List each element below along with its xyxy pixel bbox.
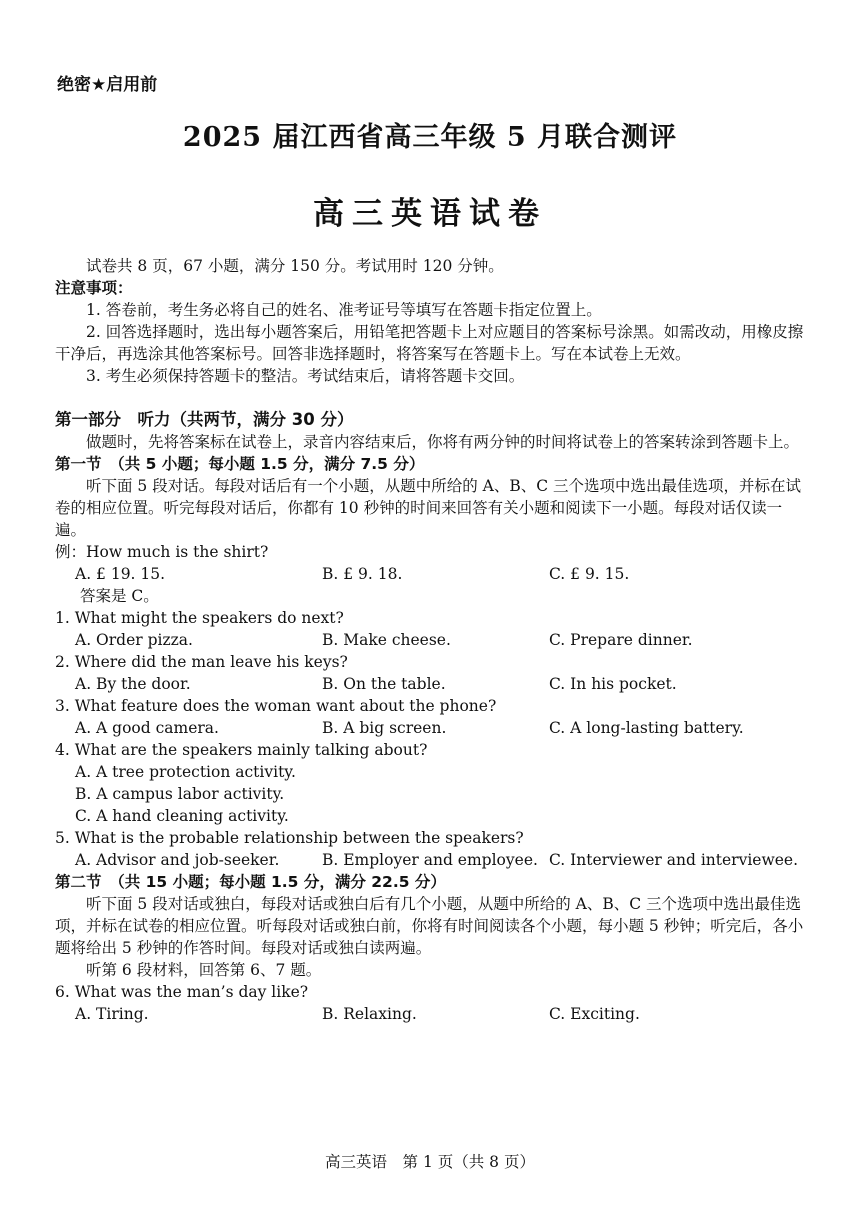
note-item: 3. 考生必须保持答题卡的整洁。考试结束后，请将答题卡交回。 [86, 367, 525, 385]
option-b: B. Make cheese. [322, 631, 451, 649]
option-c: C. In his pocket. [549, 675, 677, 693]
option-c: C. £ 9. 15. [549, 565, 630, 583]
section2-instruction: 听下面 5 段对话或独白，每段对话或独白后有几个小题，从题中所给的 A、B、C 三个选项中选出最佳选项，并标在试卷的相应位置。听每段对话或独白前，你将有时间阅读各个小题，每小题 5 秒钟；听完后，各小题将给出 5 秒钟的作答时间。每段对话或独白读两遍。 [55, 895, 804, 957]
option-b: B. A campus labor activity. [75, 785, 285, 803]
subject-title: 高三英语试卷 [313, 196, 547, 232]
confidential-label: 绝密★启用前 [57, 75, 158, 95]
option-a: A. A good camera. [75, 719, 219, 737]
material-note: 听第 6 段材料，回答第 6、7 题。 [86, 961, 322, 979]
example-question: 例：How much is the shirt? [55, 543, 269, 561]
question-4: 4. What are the speakers mainly talking about? [55, 741, 428, 759]
exam-body [55, 255, 807, 1025]
question-5-options [55, 849, 807, 871]
option-c: C. Prepare dinner. [549, 631, 693, 649]
option-a: A. Advisor and job-seeker. [75, 851, 280, 869]
option-a: A. Order pizza. [75, 631, 193, 649]
question-1: 1. What might the speakers do next? [55, 609, 344, 627]
option-b: B. On the table. [322, 675, 446, 693]
option-b: B. Employer and employee. [322, 851, 538, 869]
option-c: C. A long-lasting battery. [549, 719, 744, 737]
note-item: 2. 回答选择题时，选出每小题答案后，用铅笔把答题卡上对应题目的答案标号涂黑。如需改动，用橡皮擦干净后，再选涂其他答案标号。回答非选择题时，将答案写在答题卡上。写在本试卷上无效。 [55, 323, 804, 363]
question-2-options [55, 673, 807, 695]
option-a: A. £ 19. 15. [75, 565, 166, 583]
example-answer: 答案是 C。 [80, 587, 159, 605]
note-item: 1. 答卷前，考生务必将自己的姓名、准考证号等填写在答题卡指定位置上。 [86, 301, 602, 319]
question-6: 6. What was the man’s day like? [55, 983, 309, 1001]
section1-instruction: 听下面 5 段对话。每段对话后有一个小题，从题中所给的 A、B、C 三个选项中选出最佳选项，并标在试卷的相应位置。听完每段对话后，你都有 10 秒钟的时间来回答有关小题和阅读下一小题。每段对话仅读一遍。 [55, 477, 802, 539]
option-b: B. £ 9. 18. [322, 565, 403, 583]
question-3-options [55, 717, 807, 739]
option-c: C. Exciting. [549, 1005, 640, 1023]
option-a: A. Tiring. [75, 1005, 149, 1023]
question-1-options [55, 629, 807, 651]
section2-heading: 第二节 （共 15 小题；每小题 1.5 分，满分 22.5 分） [55, 873, 446, 891]
option-b: B. Relaxing. [322, 1005, 417, 1023]
option-a: A. A tree protection activity. [75, 763, 296, 781]
part1-instruction: 做题时，先将答案标在试卷上，录音内容结束后，你将有两分钟的时间将试卷上的答案转涂到答题卡上。 [86, 433, 800, 451]
example-options [55, 563, 807, 585]
question-2: 2. Where did the man leave his keys? [55, 653, 348, 671]
question-5: 5. What is the probable relationship between the speakers? [55, 829, 524, 847]
question-3: 3. What feature does the woman want about the phone? [55, 697, 497, 715]
option-c: C. Interviewer and interviewee. [549, 851, 798, 869]
option-c: C. A hand cleaning activity. [75, 807, 289, 825]
option-a: A. By the door. [75, 675, 191, 693]
notes-heading: 注意事项： [55, 279, 133, 297]
section1-heading: 第一节 （共 5 小题；每小题 1.5 分，满分 7.5 分） [55, 455, 425, 473]
exam-summary: 试卷共 8 页，67 小题，满分 150 分。考试用时 120 分钟。 [86, 257, 504, 275]
question-6-options [55, 1003, 807, 1025]
page-footer: 高三英语 第 1 页（共 8 页） [325, 1153, 535, 1171]
option-b: B. A big screen. [322, 719, 447, 737]
part1-heading: 第一部分 听力（共两节，满分 30 分） [55, 410, 354, 429]
exam-title: 2025 届江西省高三年级 5 月联合测评 [182, 122, 678, 153]
